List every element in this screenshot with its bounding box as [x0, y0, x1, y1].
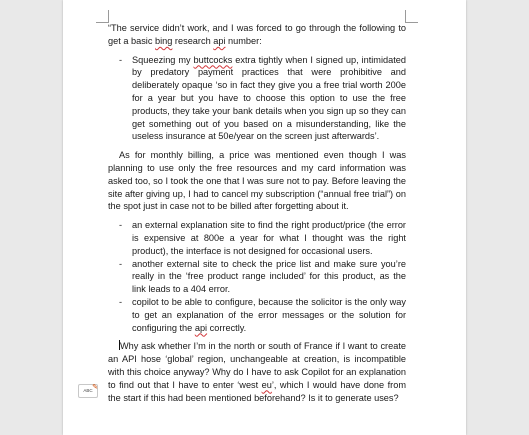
bullet-marker: - — [119, 54, 123, 65]
list-item[interactable]: - another external site to check the price list and make sure you’re really in the ‘free product range included’ for this product, as the link leads to a 404 error. — [119, 258, 406, 295]
bullet-marker: - — [119, 296, 123, 307]
spellcheck-icon[interactable]: ABC ✎ — [78, 384, 98, 398]
bullet-list-2 — [108, 219, 406, 334]
bullet-list-1 — [108, 54, 406, 144]
list-item[interactable]: - an external explanation site to find the right product/price (the error is expensive at 800e a year for what I thought was the right product), the interface is not designed for occasional users. — [119, 220, 406, 256]
misspelled-word[interactable]: api — [213, 35, 226, 46]
misspelled-word[interactable]: eu — [261, 379, 272, 390]
paragraph-intro[interactable]: “The service didn’t work, and I was forced to go through the following to get a basic bing research api number: — [108, 23, 406, 46]
misspelled-word[interactable]: buttcocks — [193, 54, 233, 65]
paragraph-region[interactable]: Why ask whether I’m in the north or south of France if I want to create an API hose ‘global’ region, unchangeable at creation, is incompatible with this choice anyway? Why do I have to ask Copilot for an explanation to find out that I have to enter ‘west eu’, which I would have done from the start if this had been mentioned beforehand? Is it to generate uses? — [108, 341, 406, 403]
document-page[interactable] — [63, 0, 466, 435]
pen-mark-icon: ✎ — [92, 384, 98, 391]
bullet-marker: - — [119, 220, 123, 231]
margin-corner-top-right — [405, 10, 418, 23]
list-item[interactable]: - copilot to be able to configure, because the solicitor is the only way to get an explanation of the error messages or the solution for configuring the api correctly. — [119, 296, 406, 333]
misspelled-word[interactable]: api — [194, 322, 208, 333]
paragraph-billing[interactable]: As for monthly billing, a price was mentioned even though I was planning to use only the free resources and my card information was asked too, so I took the one that I was sure not to pay. Before leaving the site after giving up, I had to cancel my subscription (“annual free trial”) on the spot just in case not to be billed after forgetting about it. — [108, 150, 406, 212]
bullet-marker: - — [119, 258, 123, 269]
misspelled-word[interactable]: bing — [155, 35, 173, 46]
document-body[interactable] — [108, 22, 406, 404]
list-item[interactable]: - Squeezing my buttcocks extra tightly when I signed up, intimidated by predatory payment practices that were prohibitive and deliberately opaque ‘so in fact they give you a free trial worth 200e for a year but you have to choose this option to use the free products, they take your bank details when you sign up so they can get something out of you based on a misunderstanding, like the useless insurance at 50e/year on the screen just afterwards’. — [119, 54, 406, 142]
